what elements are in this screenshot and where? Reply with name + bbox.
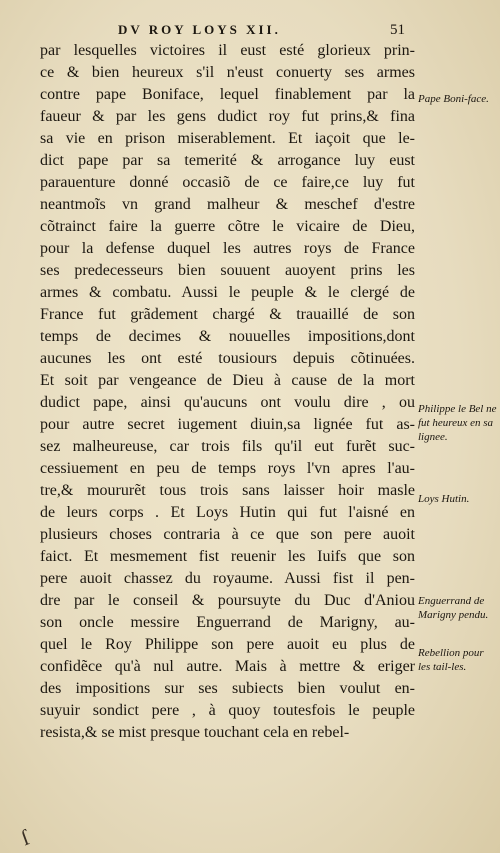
- text-line: son oncle messire Enguerrand de Marigny, au-: [40, 614, 415, 631]
- text-line: quel le Roy Philippe son pere auoit eu plus de: [40, 636, 415, 653]
- text-line: plusieurs choses contraria à ce que son pere auoit: [40, 526, 415, 543]
- text-line: confidẽce qu'à nul autre. Mais à mettre & eriger: [40, 658, 415, 675]
- text-line: dre par le conseil & poursuyte du Duc d'Aniou: [40, 592, 415, 609]
- text-line: des impositions sur ses subiects bien voulut en-: [40, 680, 415, 697]
- margin-note-enguerrand: Enguerrand de Marigny pendu.: [418, 595, 489, 621]
- ink-mark: ſ: [17, 824, 33, 851]
- margin-note-philippe-le-bel: Philippe le Bel ne fut heureux en sa lignee.: [418, 403, 497, 443]
- running-title: DV ROY LOYS XII.: [118, 22, 281, 37]
- text-line: dudict pape, ainsi qu'aucuns ont voulu dire , ou: [40, 394, 415, 411]
- text-line: armes & combatu. Aussi le peuple & le clergé de: [40, 284, 415, 301]
- text-line: ce & bien heureux s'il n'eust conuerty ses armes: [40, 64, 415, 81]
- margin-note-rebellion: Rebellion pour les tail-les.: [418, 647, 484, 673]
- text-line: pour la defense duquel les autres roys de France: [40, 240, 415, 257]
- text-line: tre,& moururẽt tous trois sans laisser hoir masle: [40, 482, 415, 499]
- margin-note-pape-boniface: Pape Boni-face.: [418, 93, 489, 105]
- text-line: suyuir sondict pere , à quoy toutesfois le peuple: [40, 702, 415, 719]
- text-line: ses predecesseurs bien souuent auoyent prins les: [40, 262, 415, 279]
- text-line: sez malheureuse, car trois fils qu'il eut furẽt suc-: [40, 438, 415, 455]
- text-line: pour autre secret iugement diuin,sa lignée fut as-: [40, 416, 415, 433]
- text-line: parauenture donné occasiõ de ce faire,ce luy fut: [40, 174, 415, 191]
- body-text: [40, 40, 415, 744]
- text-line: Et soit par vengeance de Dieu à cause de la mort: [40, 372, 415, 389]
- text-line: par lesquelles victoires il eust esté glorieux prin-: [40, 42, 415, 59]
- text-line: neantmoĩs vn grand malheur & meschef d'estre: [40, 196, 415, 213]
- margin-note-loys-hutin: Loys Hutin.: [418, 493, 470, 505]
- text-line: cessiuement en peu de temps roys l'vn apres l'au-: [40, 460, 415, 477]
- text-line: dict pape par sa temerité & arrogance luy eust: [40, 152, 415, 169]
- text-line: aucunes les ont esté tousiours depuis cõtinuées.: [40, 350, 415, 367]
- page-number: 51: [390, 22, 405, 38]
- text-line: pere auoit chassez du royaume. Aussi fist il pen-: [40, 570, 415, 587]
- text-line: cõtrainct faire la guerre cõtre le vicaire de Dieu,: [40, 218, 415, 235]
- running-head: [0, 22, 500, 42]
- text-line: contre pape Boniface, lequel finablement par la: [40, 86, 415, 103]
- text-line: resista,& se mist presque touchant cela en rebel-: [40, 724, 350, 741]
- text-line: sa vie en prison miserablement. Et iaçoit que le-: [40, 130, 415, 147]
- text-line: faueur & par les gens dudict roy fut prins,& fina: [40, 108, 415, 125]
- text-line: France fut grãdement chargé & trauaillé de son: [40, 306, 415, 323]
- text-line: temps de decimes & nouuelles impositions,dont: [40, 328, 415, 345]
- text-line: faict. Et mesmement fist reuenir les Iuifs que son: [40, 548, 415, 565]
- text-line: de leurs corps . Et Loys Hutin qui fut l'aisné en: [40, 504, 415, 521]
